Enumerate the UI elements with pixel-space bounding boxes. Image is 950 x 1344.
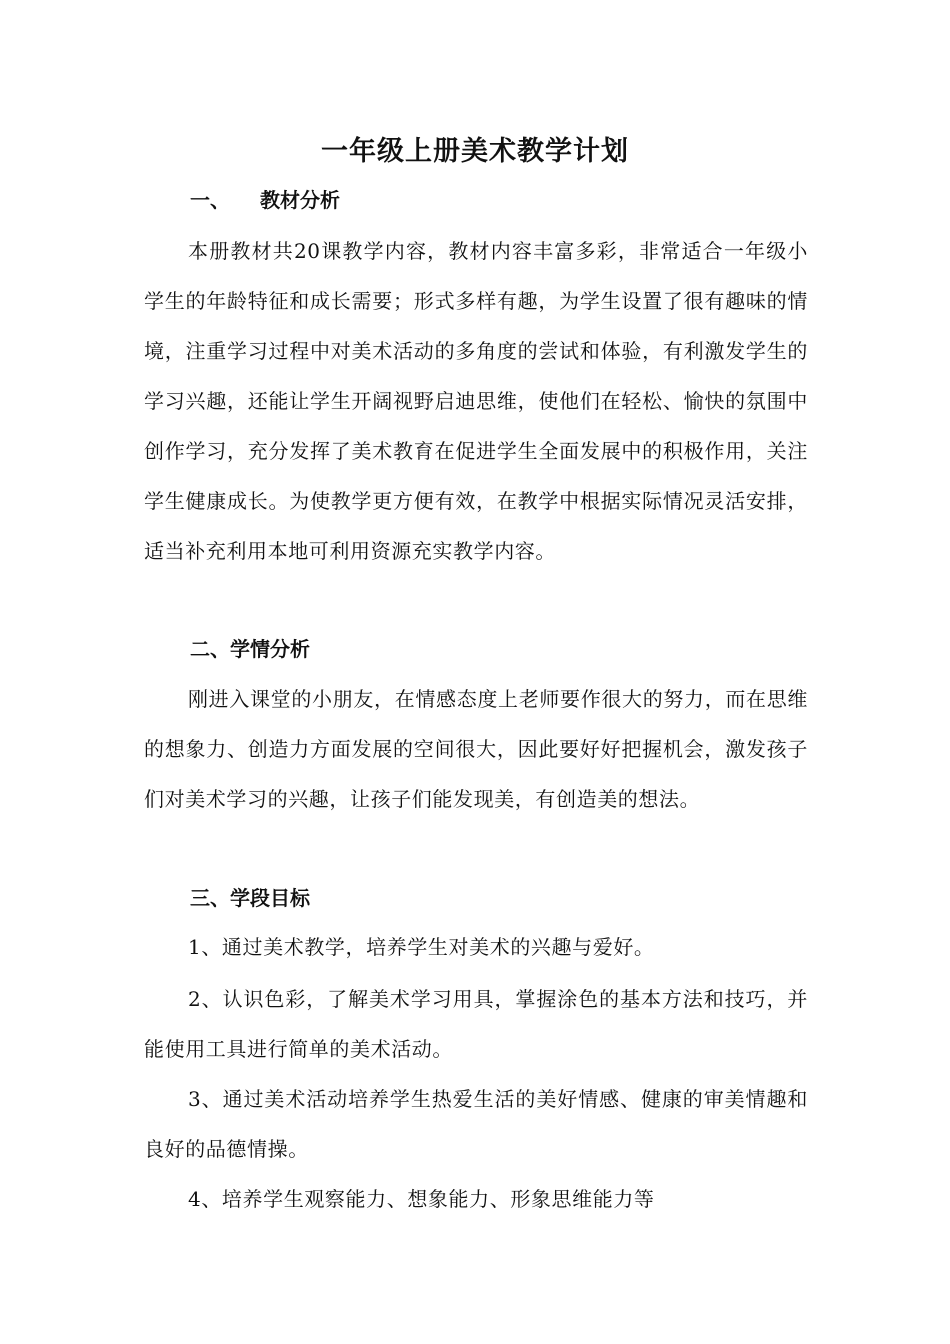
goal-item-3: 3、通过美术活动培养学生热爱生活的美好情感、健康的审美情趣和良好的品德情操。 xyxy=(144,1087,808,1161)
section-heading-students: 二、学情分析 xyxy=(190,637,310,661)
goal-item-4: 4、培养学生观察能力、想象能力、形象思维能力等 xyxy=(188,1187,655,1211)
section-number: 一、 xyxy=(190,188,230,212)
section-heading-goals: 三、学段目标 xyxy=(190,886,310,910)
section-body-students: 刚进入课堂的小朋友，在情感态度上老师要作很大的努力，而在思维的想象力、创造力方面发展的空间很大，因此要好好把握机会，激发孩子们对美术学习的兴趣，让孩子们能发现美，有创造美的想法。 xyxy=(144,687,808,811)
goal-item-2: 2、认识色彩，了解美术学习用具，掌握涂色的基本方法和技巧，并能使用工具进行简单的美术活动。 xyxy=(144,987,808,1061)
section-body-materials: 本册教材共20课教学内容，教材内容丰富多彩，非常适合一年级小学生的年龄特征和成长需要；形式多样有趣，为学生设置了很有趣味的情境，注重学习过程中对美术活动的多角度的尝试和体验，有利激发学生的学习兴趣，还能让学生开阔视野启迪思维，使他们在轻松、愉快的氛围中创作学习，充分发挥了美术教育在促进学生全面发展中的积极作用，关注学生健康成长。为使教学更方便有效，在教学中根据实际情况灵活安排，适当补充利用本地可利用资源充实教学内容。 xyxy=(144,239,808,563)
goal-item-1: 1、通过美术教学，培养学生对美术的兴趣与爱好。 xyxy=(188,935,655,959)
document-title: 一年级上册美术教学计划 xyxy=(321,136,629,167)
section-title: 教材分析 xyxy=(260,188,340,212)
section-heading-materials xyxy=(190,184,340,216)
